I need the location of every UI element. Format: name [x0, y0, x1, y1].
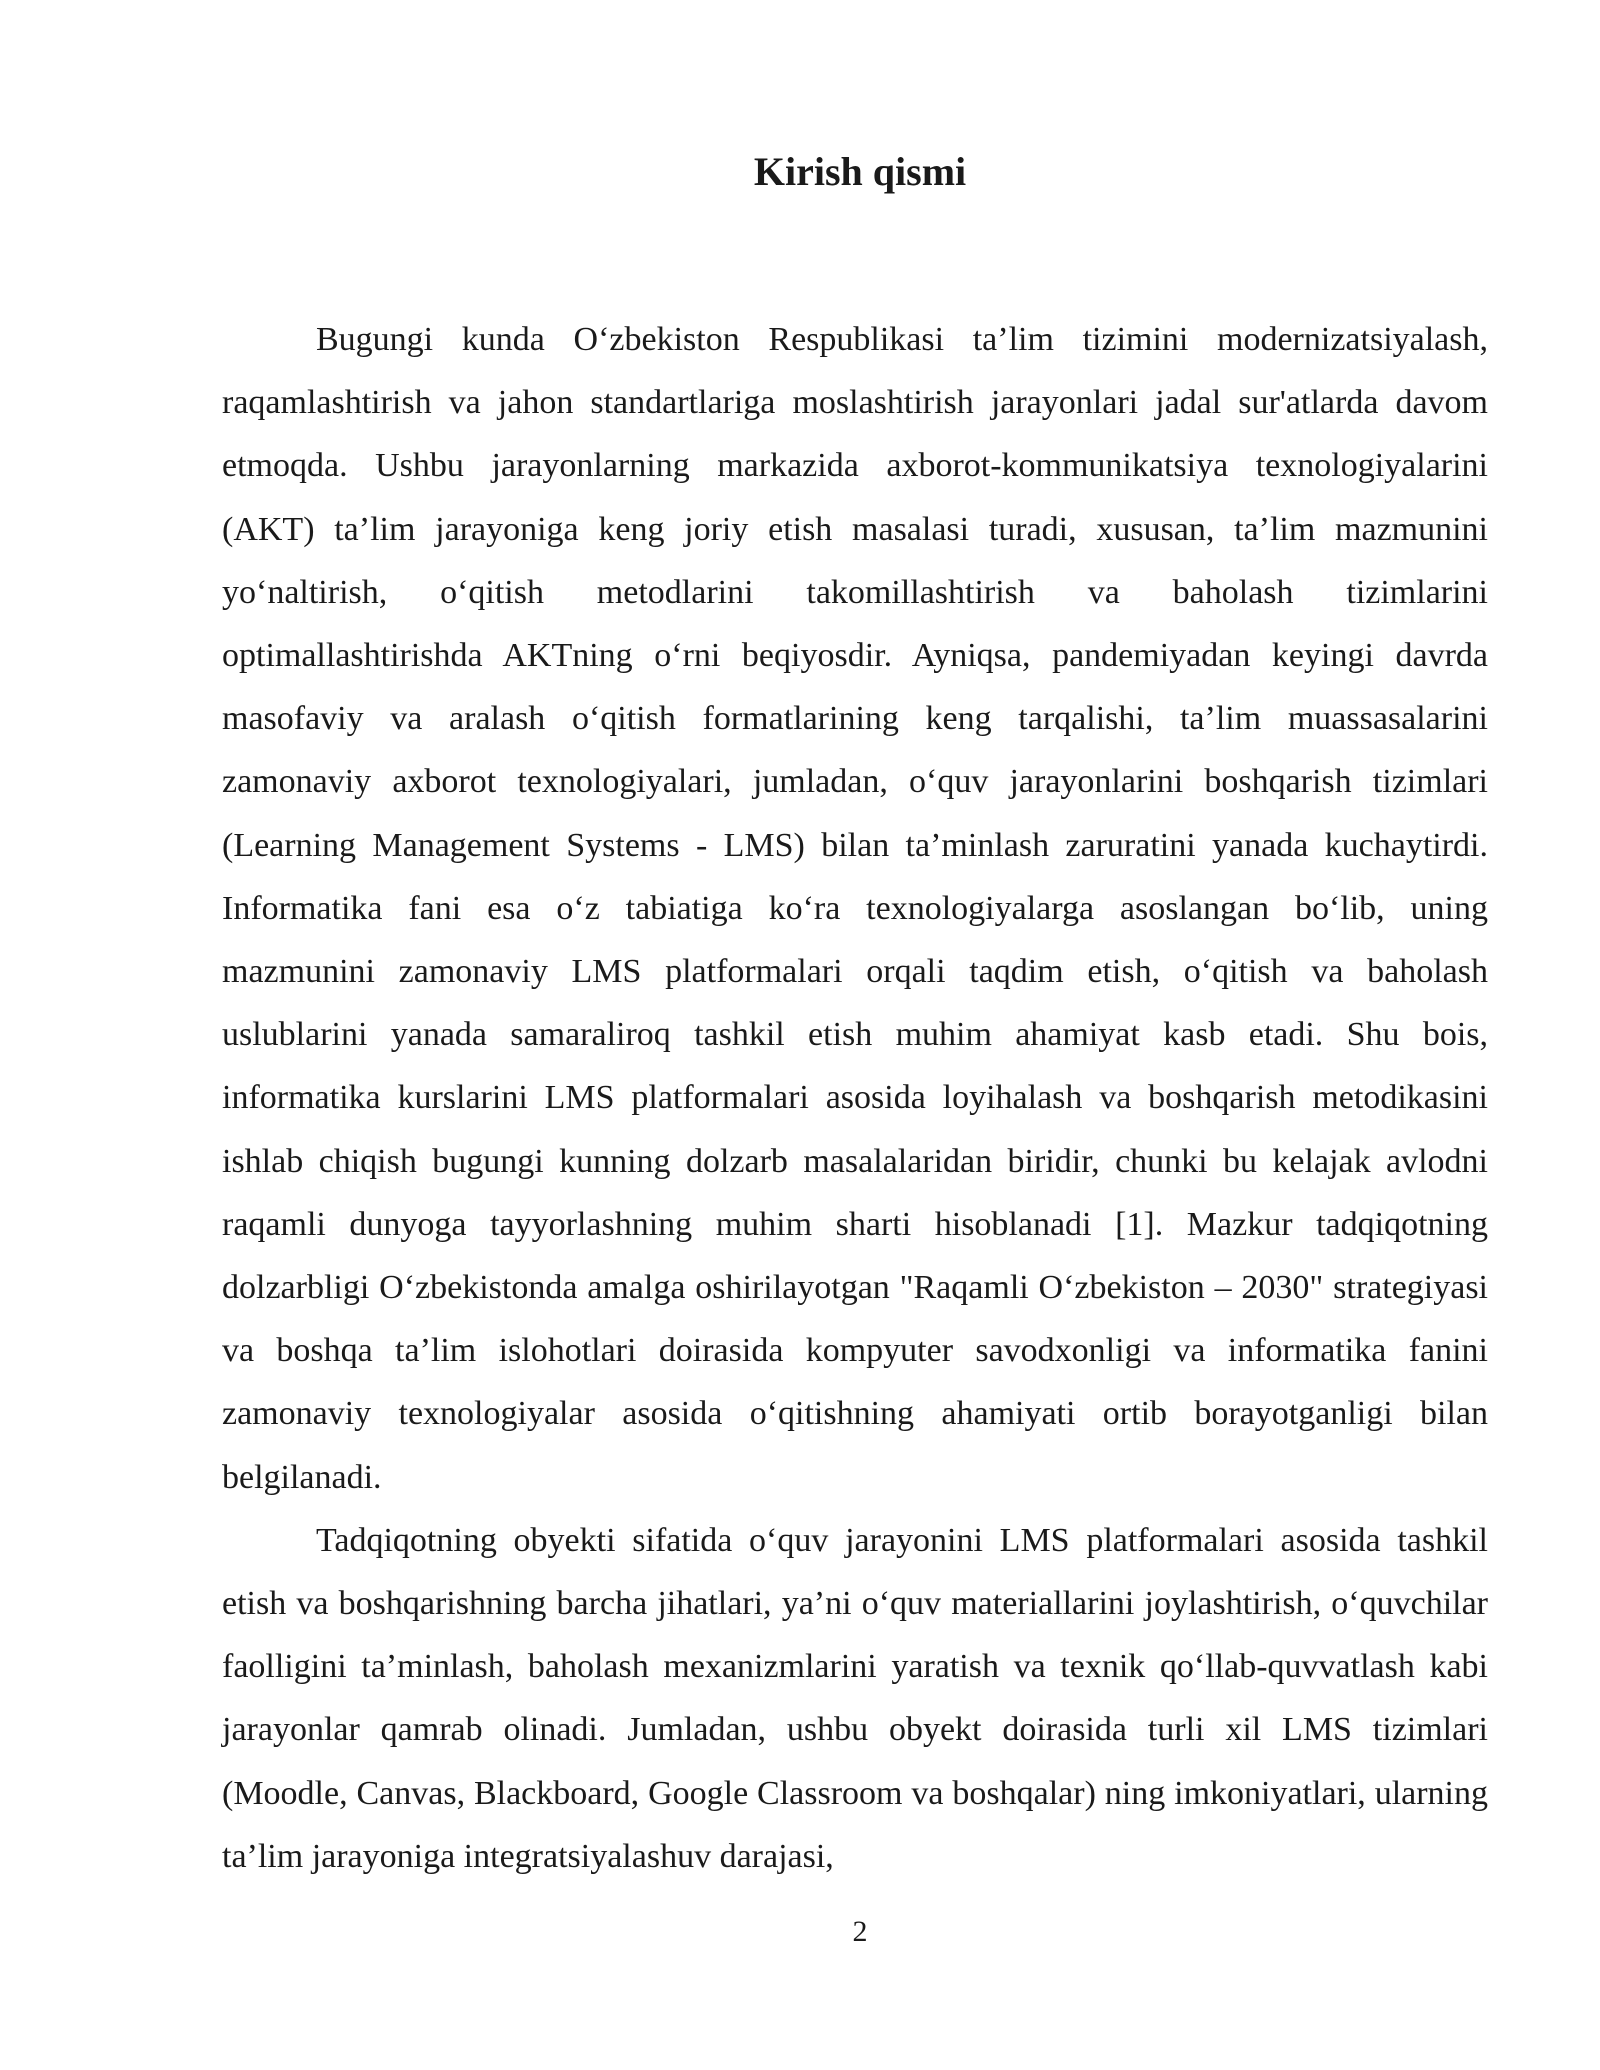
paragraph-2: Tadqiqotning obyekti sifatida o‘quv jarayonini LMS platformalari asosida tashkil etish va boshqarishning barcha jihatlari, ya’ni o‘quv materiallarini joylashtirish, o‘quvchilar faolligini ta’minlash, baholash mexanizmlarini yaratish va texnik qo‘llab-quvvatlash kabi jarayonlar qamrab olinadi. Jumladan, ushbu obyekt doirasida turli xil LMS tizimlari (Moodle, Canvas, Blackboard, Google Classroom va boshqalar) ning imkoniyatlari, ularning ta’lim jarayoniga integratsiyalashuv darajasi,	[222, 1521, 1488, 1875]
page-title: Kirish qismi	[753, 149, 967, 194]
page-number: 2	[852, 1915, 868, 1948]
paragraph-1: Bugungi kunda O‘zbekiston Respublikasi ta’lim tizimini modernizatsiyalash, raqamlashtirish va jahon standartlariga moslashtirish jarayonlari jadal sur'atlarda davom etmoqda. Ushbu jarayonlarning markazida axborot-kommunikatsiya texnologiyalarini (AKT) ta’lim jarayoniga keng joriy etish masalasi turadi, xususan, ta’lim mazmunini yo‘naltirish, o‘qitish metodlarini takomillashtirish va baholash tizimlarini optimallashtirishda AKTning o‘rni beqiyosdir. Ayniqsa, pandemiyadan keyingi davrda masofaviy va aralash o‘qitish formatlarining keng tarqalishi, ta’lim muassasalarini zamonaviy axborot texnologiyalari, jumladan, o‘quv jarayonlarini boshqarish tizimlari (Learning Management Systems - LMS) bilan ta’minlash zaruratini yanada kuchaytirdi. Informatika fani esa o‘z tabiatiga ko‘ra texnologiyalarga asoslangan bo‘lib, uning mazmunini zamonaviy LMS platformalari orqali taqdim etish, o‘qitish va baholash uslublarini yanada samaraliroq tashkil etish muhim ahamiyat kasb etadi. Shu bois, informatika kurslarini LMS platformalari asosida loyihalash va boshqarish metodikasini ishlab chiqish bugungi kunning dolzarb masalalaridan biridir, chunki bu kelajak avlodni raqamli dunyoga tayyorlashning muhim sharti hisoblanadi [1]. Mazkur tadqiqotning dolzarbligi O‘zbekistonda amalga oshirilayotgan "Raqamli O‘zbekiston – 2030" strategiyasi va boshqa ta’lim islohotlari doirasida kompyuter savodxonligi va informatika fanini zamonaviy texnologiyalar asosida o‘qitishning ahamiyati ortib borayotganligi bilan belgilanadi.	[222, 321, 1488, 1496]
document-body	[222, 308, 1488, 1888]
